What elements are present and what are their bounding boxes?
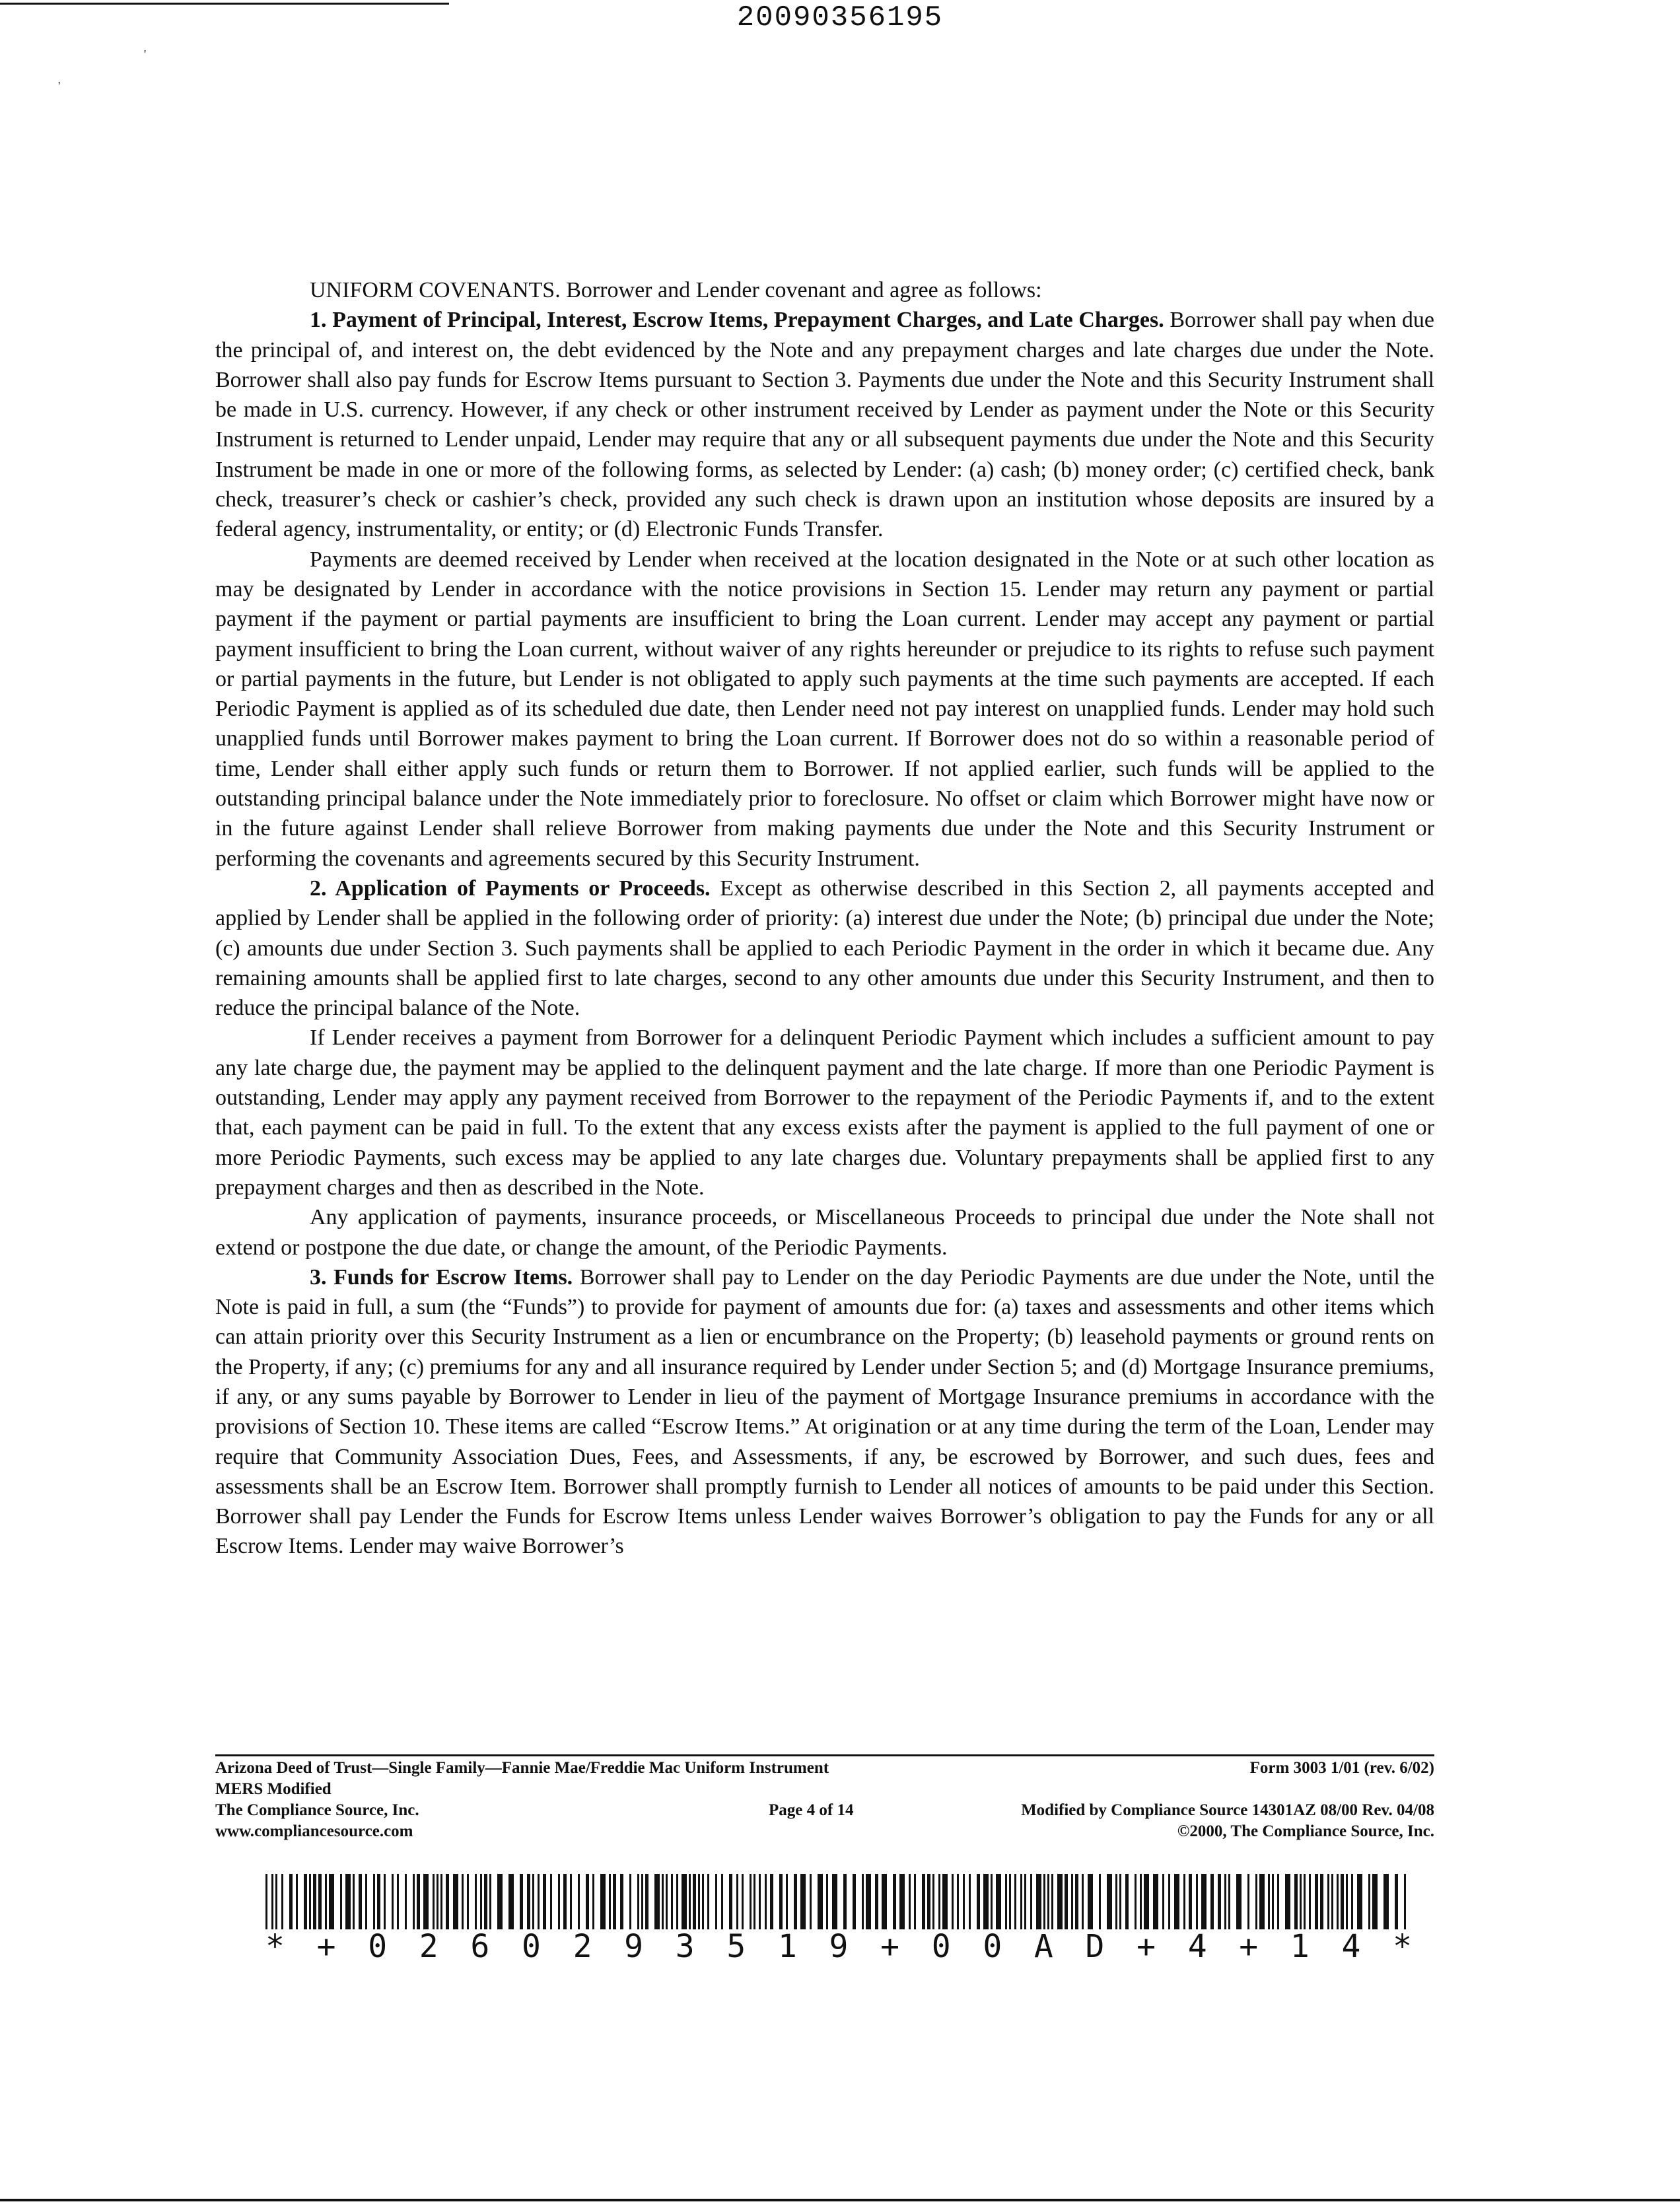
barcode-char: D xyxy=(1085,1928,1105,1965)
barcode-bar xyxy=(875,1874,878,1929)
barcode-bar xyxy=(862,1874,864,1929)
barcode-bar xyxy=(909,1874,911,1929)
barcode-bar xyxy=(345,1874,351,1929)
barcode-bar xyxy=(508,1874,514,1929)
barcode-bar xyxy=(532,1874,534,1929)
barcode-char: 0 xyxy=(983,1928,1002,1965)
barcode-bar xyxy=(1277,1874,1279,1929)
barcode-bar xyxy=(543,1874,546,1929)
section-3-text: Borrower shall pay to Lender on the day Periodic Payments are due under the Note, until the Note is paid in full, a sum (the “Funds”) to provide for payment of amounts due for: (a) taxes and assessments and other items which can attain priority over this Security Instrument as a lien or encumbrance on the Property; (b) leasehold payments or ground rents on the Property, if any; (c) premiums for any and all insurance required by Lender under Section 5; and (d) Mortgage Insurance premiums, if any, or any sums payable by Borrower to Lender in lieu of the payment of Mortgage Insurance premiums in accordance with the provisions of Section 10. These items are called “Escrow Items.” At origination or at any time during the term of the Loan, Lender may require that Community Association Dues, Fees, and Assessments, if any, be escrowed by Borrower, and such dues, fees and assessments shall be an Escrow Item. Borrower shall promptly furnish to Lender all notices of amounts to be paid under this Section. Borrower shall pay Lender the Funds for Escrow Items unless Lender waives Borrower’s obligation to pay the Funds for any or all Escrow Items. Lender may waive Borrower’s xyxy=(215,1264,1434,1559)
barcode-bar xyxy=(810,1874,812,1929)
barcode-bar xyxy=(1153,1874,1158,1929)
barcode-bar xyxy=(1218,1874,1221,1929)
barcode-bar xyxy=(1404,1874,1406,1929)
barcode-bar xyxy=(1082,1874,1084,1929)
barcode-char: 1 xyxy=(777,1928,797,1965)
barcode-bar xyxy=(1051,1874,1053,1929)
scan-mark: ' xyxy=(144,48,147,61)
barcode-bar xyxy=(467,1874,469,1929)
section-1-heading: 1. Payment of Principal, Interest, Escrow Items, Prepayment Charges, and Late Charges. xyxy=(310,308,1164,333)
barcode-bar xyxy=(1224,1874,1226,1929)
barcode-bar xyxy=(843,1874,847,1929)
barcode-bar xyxy=(853,1874,856,1929)
barcode-bar xyxy=(1036,1874,1041,1929)
barcode-bar xyxy=(637,1874,639,1929)
barcode-bar xyxy=(786,1874,788,1929)
barcode-bar xyxy=(698,1874,700,1929)
barcode-char: 6 xyxy=(470,1928,490,1965)
barcode-char: + xyxy=(880,1928,900,1965)
barcode-bar xyxy=(1196,1874,1198,1929)
barcode-bar xyxy=(437,1874,438,1929)
barcode-bar xyxy=(446,1874,449,1929)
section-2-paragraph-2: If Lender receives a payment from Borrower for a delinquent Periodic Payment which includes a sufficient amount to pay any late charge due, the payment may be applied to the delinquent payment and the late charge. If more than one Periodic Payment is outstanding, Lender may apply any payment received from Borrower to the repayment of the Periodic Payments if, and to the extent that, each payment can be paid in full. To the extent that any excess exists after the payment is applied to the full payment of one or more Periodic Payments, such excess may be applied to any late charges due. Voluntary prepayments shall be applied first to any prepayment charges and then as described in the Note. xyxy=(215,1025,1434,1200)
barcode-bar xyxy=(329,1874,334,1929)
barcode-bar xyxy=(271,1874,273,1929)
barcode-bar xyxy=(453,1874,458,1929)
barcode-bar xyxy=(983,1874,989,1929)
barcode-bar xyxy=(826,1874,828,1929)
barcode-char: * xyxy=(1393,1928,1412,1965)
barcode-bar xyxy=(1057,1874,1063,1929)
footer-rule xyxy=(215,1754,1434,1756)
section-1 xyxy=(215,305,1434,544)
barcode-bar xyxy=(654,1874,660,1929)
barcode-bar xyxy=(1341,1874,1344,1929)
barcode-bar xyxy=(1268,1874,1270,1929)
barcode-bar xyxy=(433,1874,435,1929)
barcode-bar xyxy=(645,1874,648,1929)
barcode-bar xyxy=(1183,1874,1185,1929)
barcode-bar xyxy=(489,1874,491,1929)
barcode-bar xyxy=(1247,1874,1249,1929)
barcode-bar xyxy=(325,1874,327,1929)
barcode-bar xyxy=(480,1874,482,1929)
barcode-bar xyxy=(413,1874,415,1929)
barcode-bar xyxy=(304,1874,307,1929)
section-2-heading: 2. Application of Payments or Proceeds. xyxy=(310,876,711,901)
document-footer xyxy=(215,1758,1434,1842)
barcode-bar xyxy=(721,1874,723,1929)
barcode-bar xyxy=(609,1874,611,1929)
barcode-bar xyxy=(899,1874,905,1929)
barcode-bar xyxy=(1320,1874,1323,1929)
barcode-bar xyxy=(729,1874,732,1929)
barcode-bar xyxy=(629,1874,631,1929)
barcode-bar xyxy=(1043,1874,1045,1929)
barcode-bar xyxy=(1162,1874,1164,1929)
barcode-char: 0 xyxy=(368,1928,388,1965)
barcode-bar xyxy=(969,1874,971,1929)
form-number: Form 3003 1/01 (rev. 6/02) xyxy=(1249,1759,1434,1777)
barcode-bar xyxy=(1075,1874,1078,1929)
barcode-bar xyxy=(753,1874,755,1929)
barcode-bar xyxy=(832,1874,837,1929)
barcode-bar xyxy=(289,1874,293,1929)
barcode-bar xyxy=(1272,1874,1274,1929)
section-3-heading: 3. Funds for Escrow Items. xyxy=(310,1264,573,1290)
bottom-edge-line xyxy=(0,2199,1680,2201)
barcode-bar xyxy=(1255,1874,1257,1929)
barcode-char: + xyxy=(1239,1928,1259,1965)
barcode-bar xyxy=(318,1874,322,1929)
barcode-bar xyxy=(1351,1874,1353,1929)
barcode-bar xyxy=(353,1874,355,1929)
barcode-bar xyxy=(527,1874,530,1929)
barcode-bar xyxy=(866,1874,871,1929)
section-3 xyxy=(215,1262,1434,1562)
barcode-bar xyxy=(957,1874,959,1929)
barcode-char: A xyxy=(1033,1928,1053,1965)
barcode-bar xyxy=(578,1874,580,1929)
barcode-char: 0 xyxy=(521,1928,541,1965)
barcode-bar xyxy=(1107,1874,1112,1929)
scan-mark: ' xyxy=(58,79,61,92)
page-number: Page 4 of 14 xyxy=(769,1801,854,1819)
barcode-bar xyxy=(1395,1874,1398,1929)
barcode-bar xyxy=(666,1874,668,1929)
barcode-bar xyxy=(1135,1874,1137,1929)
barcode-bar xyxy=(1309,1874,1311,1929)
barcode-bar xyxy=(1337,1874,1339,1929)
barcode-bar xyxy=(641,1874,643,1929)
barcode-bar xyxy=(384,1874,386,1929)
barcode-bar xyxy=(340,1874,342,1929)
barcode-bar xyxy=(373,1874,375,1929)
barcode-bar xyxy=(620,1874,623,1929)
barcode-bar xyxy=(613,1874,616,1929)
section-1-text: Borrower shall pay when due the principal of, and interest on, the debt evidenced by the Note and any prepayment charges and late charges due under the Note. Borrower shall also pay funds for Escrow Items pursuant to Section 3. Payments due under the Note and this Security Instrument shall be made in U.S. currency. However, if any check or other instrument received by Lender as payment under the Note or this Security Instrument is returned to Lender unpaid, Lender may require that any or all subsequent payments due under the Note and this Security Instrument be made in one or more of the following forms, as selected by Lender: (a) cash; (b) money order; (c) certified check, bank check, treasurer’s check or cashier’s check, provided any such check is drawn upon an institution whose deposits are insured by a federal agency, instrumentality, or entity; or (d) Electronic Funds Transfer. xyxy=(215,308,1434,542)
barcode-bar xyxy=(359,1874,362,1929)
barcode-bar xyxy=(397,1874,399,1929)
barcode-char: 5 xyxy=(726,1928,746,1965)
barcode-bar xyxy=(794,1874,797,1929)
barcode-bar xyxy=(592,1874,594,1929)
barcode-bar xyxy=(275,1874,277,1929)
barcode-bar xyxy=(689,1874,691,1929)
barcode-bar xyxy=(707,1874,709,1929)
barcode-bar xyxy=(765,1874,767,1929)
barcode-bar xyxy=(1300,1874,1302,1929)
form-title: Arizona Deed of Trust—Single Family—Fannie Mae/Freddie Mac Uniform Instrument xyxy=(215,1759,829,1777)
barcode-bar xyxy=(800,1874,806,1929)
barcode-bar xyxy=(1383,1874,1389,1929)
barcode-bar xyxy=(693,1874,696,1929)
barcode-bar xyxy=(1065,1874,1068,1929)
barcode-bar xyxy=(662,1874,664,1929)
mers-note: MERS Modified xyxy=(215,1780,332,1798)
barcode-bar xyxy=(671,1874,673,1929)
barcode-bar xyxy=(1024,1874,1026,1929)
intro-paragraph: UNIFORM COVENANTS. Borrower and Lender covenant and agree as follows: xyxy=(310,278,1042,302)
barcode-char: 1 xyxy=(1290,1928,1310,1965)
barcode-char: 2 xyxy=(419,1928,438,1965)
barcode-bar xyxy=(914,1874,916,1929)
barcode-bar xyxy=(932,1874,934,1929)
barcode-bar xyxy=(1119,1874,1121,1929)
barcode-bar xyxy=(1259,1874,1265,1929)
barcode-bar xyxy=(1368,1874,1370,1929)
barcode-bar xyxy=(1327,1874,1329,1929)
barcode-bar xyxy=(1140,1874,1142,1929)
barcode-bar xyxy=(759,1874,761,1929)
section-1-paragraph-2: Payments are deemed received by Lender when received at the location designated in the Note or at such other location as may be designated by Lender in accordance with the notice provisions in Section 15. Lender may return any payment or partial payment if the payment or partial payments are insufficient to bring the Loan current. Lender may accept any payment or partial payment insufficient to bring the Loan current, without waiver of any rights hereunder or prejudice to its rights to refuse such payment or partial payments in the future, but Lender is not obligated to apply such payments at the time such payments are accepted. If each Periodic Payment is applied as of its scheduled due date, then Lender need not pay interest on unapplied funds. Lender may hold such unapplied funds until Borrower makes payment to bring the Loan current. If Borrower does not do so within a reasonable period of time, Lender shall either apply such funds or return them to Borrower. If not applied earlier, such funds will be applied to the outstanding principal balance under the Note immediately prior to foreclosure. No offset or claim which Borrower might have now or in the future against Lender shall relieve Borrower from making payments due under the Note and this Security Instrument or performing the covenants and agreements secured by this Security Instrument. xyxy=(215,547,1434,871)
barcode-bar xyxy=(392,1874,394,1929)
barcode-bar xyxy=(1088,1874,1093,1929)
barcode-char: + xyxy=(1137,1928,1156,1965)
barcode-bar xyxy=(927,1874,930,1929)
barcode-char: 4 xyxy=(1187,1928,1207,1965)
barcode-bar xyxy=(1144,1874,1149,1929)
barcode-bar xyxy=(497,1874,503,1929)
barcode-bar xyxy=(462,1874,464,1929)
barcode-text xyxy=(265,1928,1412,1965)
barcode-bar xyxy=(296,1874,298,1929)
barcode-bar xyxy=(558,1874,560,1929)
barcode-bar xyxy=(922,1874,925,1929)
barcode-bar xyxy=(1071,1874,1073,1929)
barcode-bar xyxy=(682,1874,687,1929)
barcode-bar xyxy=(1228,1874,1230,1929)
barcode-bar xyxy=(405,1874,407,1929)
barcode-bar xyxy=(996,1874,1001,1929)
barcode-bar xyxy=(1189,1874,1192,1929)
barcode-bar xyxy=(1125,1874,1129,1929)
barcode-bar xyxy=(423,1874,429,1929)
barcode-bar xyxy=(715,1874,717,1929)
barcode-bar xyxy=(1294,1874,1298,1929)
barcode-char: 0 xyxy=(931,1928,951,1965)
barcode-bar xyxy=(750,1874,752,1929)
barcode-bar xyxy=(550,1874,552,1929)
barcode-bar xyxy=(440,1874,442,1929)
barcode-bar xyxy=(991,1874,993,1929)
barcode xyxy=(265,1874,1412,1929)
barcode-bar xyxy=(538,1874,540,1929)
copyright: ©2000, The Compliance Source, Inc. xyxy=(1177,1822,1434,1840)
barcode-bar xyxy=(736,1874,738,1929)
barcode-bar xyxy=(1014,1874,1016,1929)
barcode-bar xyxy=(1115,1874,1117,1929)
modification-note: Modified by Compliance Source 14301AZ 08/00 Rev. 04/08 xyxy=(1021,1801,1434,1819)
barcode-bar xyxy=(893,1874,896,1929)
barcode-bar xyxy=(779,1874,783,1929)
barcode-bar xyxy=(1346,1874,1348,1929)
barcode-bar xyxy=(377,1874,380,1929)
barcode-bar xyxy=(676,1874,678,1929)
barcode-bar xyxy=(313,1874,316,1929)
barcode-char: 4 xyxy=(1341,1928,1361,1965)
publisher-name: The Compliance Source, Inc. xyxy=(215,1801,419,1819)
barcode-bar xyxy=(742,1874,744,1929)
barcode-bar xyxy=(1168,1874,1170,1929)
barcode-char: 9 xyxy=(624,1928,644,1965)
barcode-bar xyxy=(1020,1874,1022,1929)
barcode-bar xyxy=(586,1874,589,1929)
barcode-bar xyxy=(702,1874,704,1929)
barcode-char: 9 xyxy=(829,1928,849,1965)
barcode-bar xyxy=(563,1874,567,1929)
barcode-bar xyxy=(365,1874,367,1929)
barcode-bar xyxy=(570,1874,572,1929)
barcode-bar xyxy=(309,1874,311,1929)
barcode-bar xyxy=(417,1874,420,1929)
barcode-bar xyxy=(942,1874,948,1929)
barcode-bar xyxy=(882,1874,887,1929)
barcode-bar xyxy=(1357,1874,1362,1929)
barcode-char: * xyxy=(265,1928,285,1965)
barcode-bar xyxy=(484,1874,487,1929)
barcode-bar xyxy=(1236,1874,1242,1929)
document-body xyxy=(215,275,1434,1562)
barcode-bar xyxy=(1030,1874,1032,1929)
barcode-bar xyxy=(1331,1874,1333,1929)
barcode-bar xyxy=(1285,1874,1290,1929)
barcode-bar xyxy=(1210,1874,1214,1929)
barcode-char: 2 xyxy=(573,1928,592,1965)
barcode-bar xyxy=(1304,1874,1306,1929)
barcode-bar xyxy=(1047,1874,1049,1929)
barcode-bar xyxy=(1099,1874,1101,1929)
barcode-bar xyxy=(281,1874,283,1929)
barcode-bar xyxy=(977,1874,980,1929)
barcode-bar xyxy=(1372,1874,1378,1929)
barcode-bar xyxy=(818,1874,823,1929)
barcode-bar xyxy=(770,1874,773,1929)
section-2 xyxy=(215,874,1434,1023)
barcode-char: 3 xyxy=(675,1928,695,1965)
barcode-bar xyxy=(475,1874,477,1929)
barcode-char: + xyxy=(316,1928,336,1965)
barcode-bar xyxy=(938,1874,940,1929)
section-2-text: Except as otherwise described in this Section 2, all payments accepted and applied by Lender shall be applied in the following order of priority: (a) interest due under the Note; (b) principal due under the Note; (c) amounts due under Section 3. Such payments shall be applied to each Periodic Payment in the order in which it became due. Any remaining amounts shall be applied first to late charges, second to any other amounts due under this Security Instrument, and then to reduce the principal balance of the Note. xyxy=(215,876,1435,1021)
barcode-bar xyxy=(963,1874,965,1929)
barcode-bar xyxy=(1009,1874,1011,1929)
barcode-bar xyxy=(1174,1874,1179,1929)
barcode-bar xyxy=(952,1874,954,1929)
barcode-bar xyxy=(1315,1874,1318,1929)
barcode-bar xyxy=(265,1874,267,1929)
barcode-bar xyxy=(600,1874,606,1929)
barcode-bar xyxy=(1005,1874,1007,1929)
section-2-paragraph-3: Any application of payments, insurance proceeds, or Miscellaneous Proceeds to principal due under the Note shall not extend or postpone the due date, or change the amount, of the Periodic Payments. xyxy=(215,1205,1434,1260)
publisher-website: www.compliancesource.com xyxy=(215,1822,413,1840)
document-number: 20090356195 xyxy=(736,1,944,34)
barcode-bar xyxy=(1201,1874,1207,1929)
barcode-bar xyxy=(520,1874,523,1929)
